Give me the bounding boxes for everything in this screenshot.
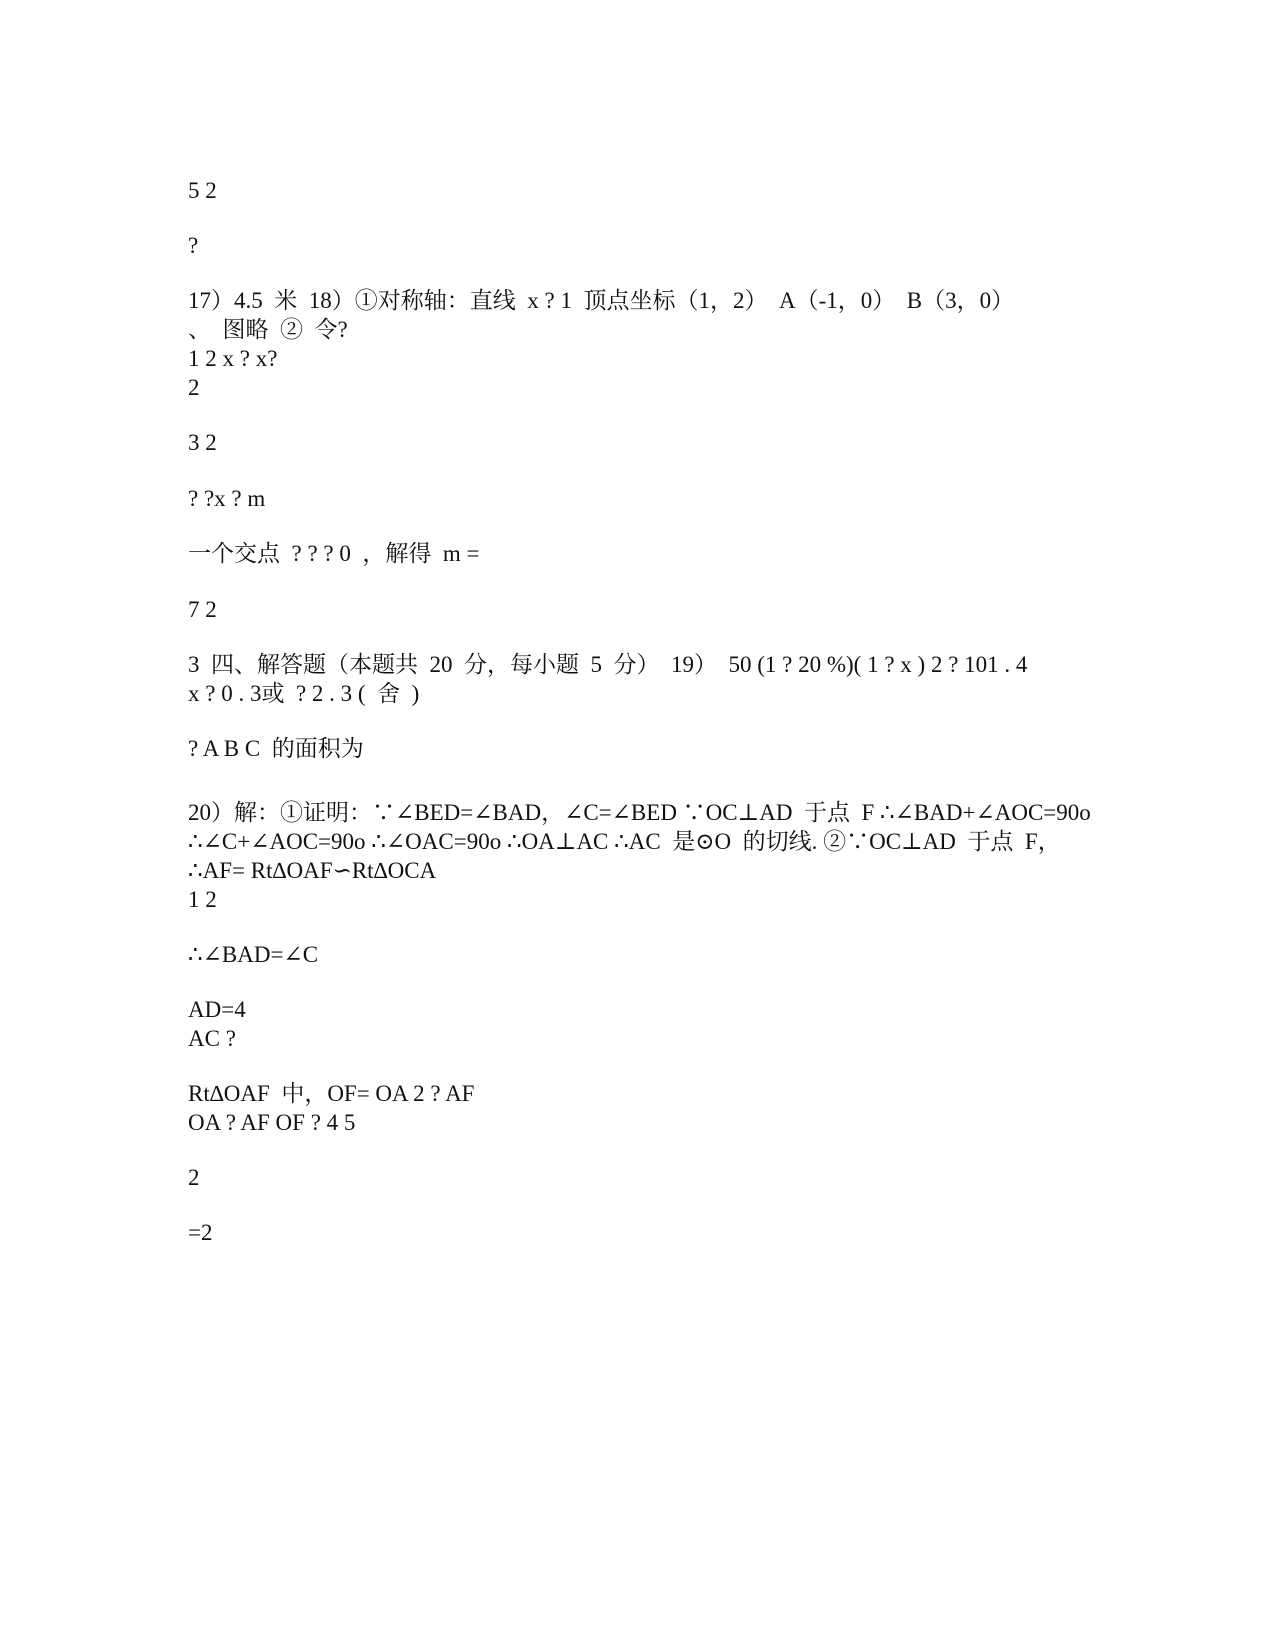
text-line: ? A B C 的面积为 bbox=[188, 736, 364, 761]
text-line: 1 2 x ? x? bbox=[188, 346, 278, 371]
text-line: 3 2 bbox=[188, 430, 217, 455]
text-line: ? ?x ? m bbox=[188, 486, 266, 511]
text-line: 5 2 bbox=[188, 178, 217, 203]
text-line: 1 2 bbox=[188, 887, 217, 912]
text-line: ? bbox=[188, 233, 199, 258]
text-line: Rt∆OAF 中，OF= OA 2 ? AF bbox=[188, 1081, 475, 1106]
text-line: x ? 0 . 3或 ? 2 . 3 ( 舍 ) bbox=[188, 681, 420, 706]
text-line: ∴AF= Rt∆OAF∽Rt∆OCA bbox=[188, 858, 437, 883]
text-line: 一个交点 ? ? ? 0 ，解得 m = bbox=[188, 541, 480, 566]
text-line: ∴∠C+∠AOC=90o ∴∠OAC=90o ∴OA⊥AC ∴AC 是⊙O 的切线. ②∵OC⊥AD 于点 F， bbox=[188, 829, 1061, 854]
text-line: =2 bbox=[188, 1220, 213, 1245]
text-line: AC ? bbox=[188, 1026, 236, 1051]
text-line: 2 bbox=[188, 375, 200, 400]
text-line: ∴∠BAD=∠C bbox=[188, 942, 319, 967]
text-line: 3 四、解答题（本题共 20 分，每小题 5 分） 19） 50 (1 ? 20 %)( 1 ? x ) 2 ? 101 . 4 bbox=[188, 652, 1028, 677]
text-line: 20）解：①证明：∵∠BED=∠BAD，∠C=∠BED ∵OC⊥AD 于点 F ∴∠BAD+∠AOC=90o bbox=[188, 800, 1091, 825]
text-line: 、 图略 ② 令? bbox=[188, 317, 348, 342]
text-line: 7 2 bbox=[188, 597, 217, 622]
text-line: 2 bbox=[188, 1165, 200, 1190]
text-line: OA ? AF OF ? 4 5 bbox=[188, 1110, 356, 1135]
text-line: AD=4 bbox=[188, 997, 246, 1022]
text-line: 17）4.5 米 18）①对称轴：直线 x ? 1 顶点坐标（1，2） A（-1，0） B（3，0） bbox=[188, 288, 1015, 313]
